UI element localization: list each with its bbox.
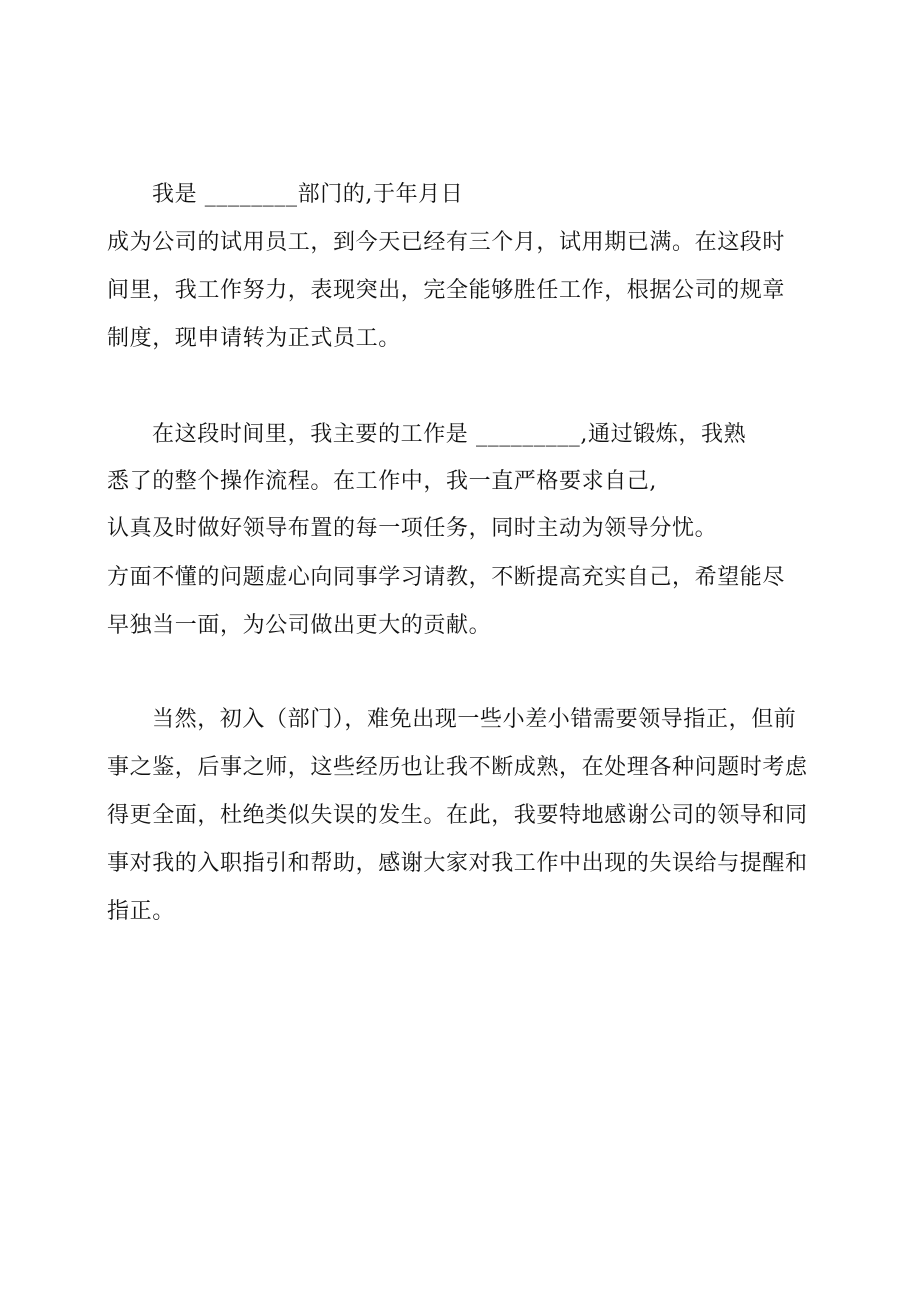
paragraph-line: 间里，我工作努力，表现突出，完全能够胜任工作，根据公司的规章 — [107, 278, 786, 303]
paragraph-line: 方面不懂的问题虚心向同事学习请教，不断提高充实自己，希望能尽 — [107, 565, 786, 590]
paragraph-line: 在这段时间里，我主要的工作是 _________,通过锻炼，我熟 — [152, 422, 747, 447]
paragraph-line: 早独当一面，为公司做出更大的贡献。 — [107, 613, 492, 638]
paragraph-line: 我是 ________部门的,于年月日 — [152, 182, 464, 207]
paragraph-line: 得更全面，杜绝类似失误的发生。在此，我要特地感谢公司的领导和同 — [107, 803, 808, 828]
paragraph-line: 指正。 — [107, 899, 175, 924]
paragraph-line: 成为公司的试用员工，到今天已经有三个月，试用期已满。在这段时 — [107, 230, 786, 255]
paragraph-line: 制度，现申请转为正式员工。 — [107, 326, 401, 351]
paragraph-line: 认真及时做好领导布置的每一项任务，同时主动为领导分忧。 — [107, 516, 718, 541]
paragraph-line: 事之鉴，后事之师，这些经历也让我不断成熟，在处理各种问题时考虑 — [107, 755, 808, 780]
paragraph-line: 悉了的整个操作流程。在工作中，我一直严格要求自己, — [107, 469, 657, 494]
paragraph-line: 事对我的入职指引和帮助，感谢大家对我工作中出现的失误给与提醒和 — [107, 851, 808, 876]
paragraph-line: 当然，初入（部门），难免出现一些小差小错需要领导指正，但前 — [152, 707, 797, 732]
